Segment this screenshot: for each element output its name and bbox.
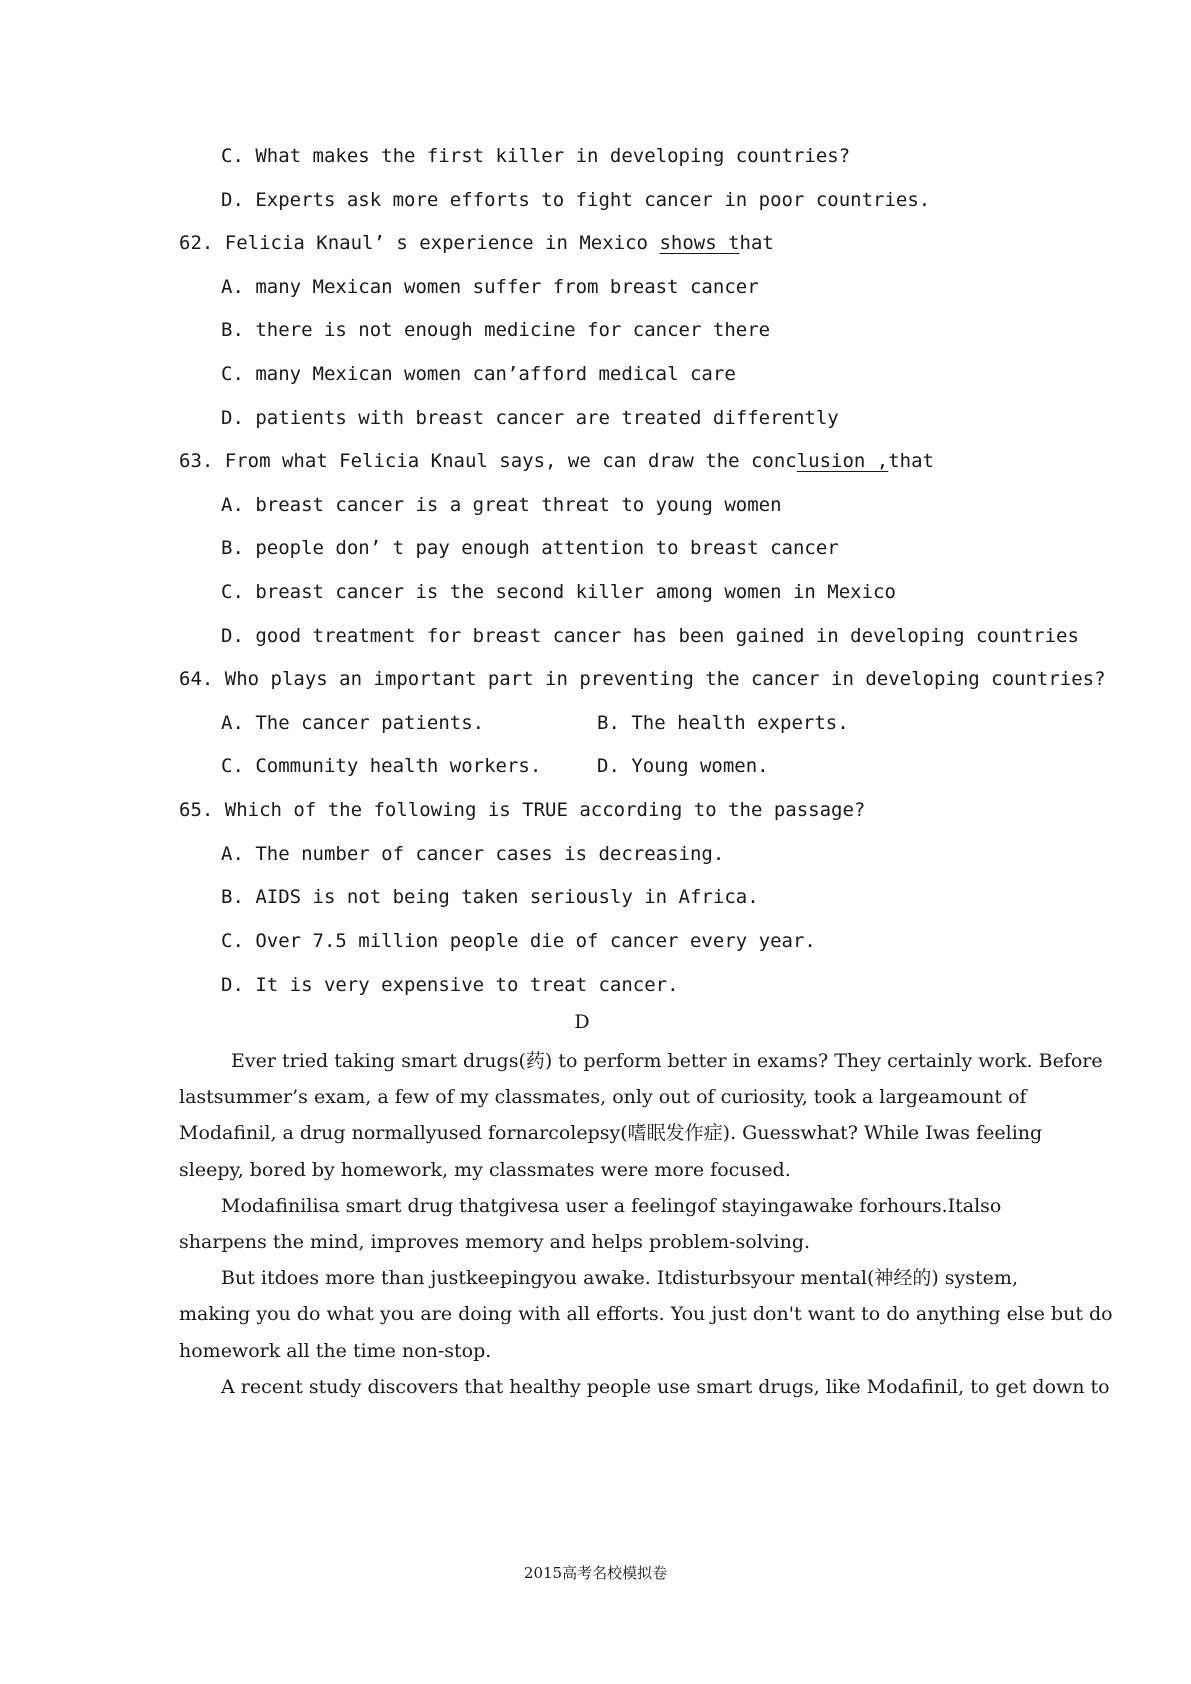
passage-p1-line3: Modafinil, a drug normallyused fornarcolepsy(嗜眠发作症). Guesswhat? While Iwas feeling: [179, 1122, 1043, 1144]
q63-option-d: D. good treatment for breast cancer has been gained in developing countries: [221, 625, 1079, 647]
q65-option-b: B. AIDS is not being taken seriously in Africa.: [221, 886, 759, 908]
q61-option-c: C. What makes the first killer in developing countries?: [221, 145, 851, 167]
passage-p2-line2: sharpens the mind, improves memory and helps problem-solving.: [179, 1231, 811, 1253]
q63-option-c: C. breast cancer is the second killer among women in Mexico: [221, 581, 896, 603]
page-footer: 2015高考名校模拟卷: [523, 1564, 668, 1582]
q62-stem-end: hat: [739, 232, 774, 254]
passage-p4-line1: A recent study discovers that healthy people use smart drugs, like Modafinil, to get down to: [221, 1376, 1110, 1398]
q62-option-a: A. many Mexican women suffer from breast cancer: [221, 276, 759, 298]
q64-option-b: B. The health experts.: [597, 712, 849, 734]
passage-p2-line1: Modafinilisa smart drug thatgivesa user a feelingof stayingawake forhours.Italso: [221, 1195, 1002, 1217]
passage-p3-line2: making you do what you are doing with all efforts. You just don't want to do anything else but do: [179, 1303, 1113, 1325]
q61-option-d: D. Experts ask more efforts to fight cancer in poor countries.: [221, 189, 931, 211]
q64-option-a: A. The cancer patients.: [221, 712, 485, 734]
passage-p1-line4: sleepy, bored by homework, my classmates were more focused.: [179, 1159, 791, 1181]
q62-option-b: B. there is not enough medicine for cancer there: [221, 319, 771, 341]
q63-stem-underlined: lusion ,: [796, 450, 889, 472]
passage-p3-line3: homework all the time non-stop.: [179, 1340, 492, 1362]
q64-option-d: D. Young women.: [597, 755, 769, 777]
q63-option-a: A. breast cancer is a great threat to young women: [221, 494, 782, 516]
q62-stem-underlined: shows t: [659, 232, 740, 254]
q63-option-b: B. people don’ t pay enough attention to breast cancer: [221, 537, 839, 559]
passage-p1-line1: Ever tried taking smart drugs(药) to perform better in exams? They certainly work. Before: [231, 1050, 1103, 1072]
passage-p1-line2: lastsummer’s exam, a few of my classmates, only out of curiosity, took a largeamount of: [179, 1086, 1027, 1108]
q65-stem: 65. Which of the following is TRUE according to the passage?: [179, 799, 866, 821]
q64-option-c: C. Community health workers.: [221, 755, 542, 777]
section-heading: D: [574, 1011, 590, 1033]
q65-option-d: D. It is very expensive to treat cancer.: [221, 974, 679, 996]
q62-stem: [179, 231, 774, 255]
q62-stem-text: 62. Felicia Knaul’ s experience in Mexico: [179, 232, 660, 254]
q63-stem: [179, 449, 934, 473]
q64-stem: 64. Who plays an important part in preventing the cancer in developing countries?: [179, 668, 1106, 690]
q65-option-a: A. The number of cancer cases is decreasing.: [221, 843, 725, 865]
passage-p3-line1: But itdoes more than justkeepingyou awake. Itdisturbsyour mental(神经的) system,: [221, 1267, 1018, 1289]
q63-stem-end: that: [888, 450, 934, 472]
q65-option-c: C. Over 7.5 million people die of cancer every year.: [221, 930, 816, 952]
q62-option-c: C. many Mexican women can’afford medical care: [221, 363, 736, 385]
q62-option-d: D. patients with breast cancer are treated differently: [221, 407, 839, 429]
q63-stem-text: 63. From what Felicia Knaul says, we can draw the conc: [179, 450, 797, 472]
